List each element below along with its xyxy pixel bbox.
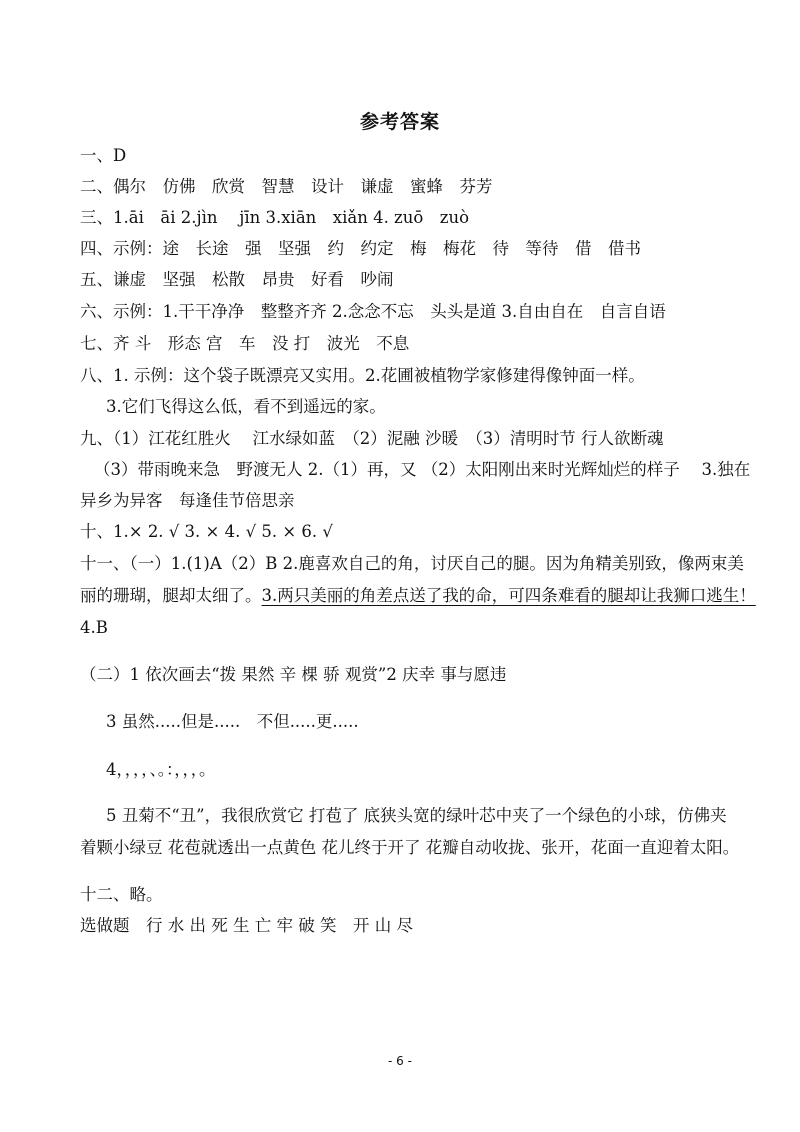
answer-line-10: 九、（1）江花红胜火 江水绿如蓝 （2）泥融 沙暖 （3）清明时节 行人欲断魂 (80, 429, 664, 448)
answer-line-20: 5 丑菊不“丑”，我很欣赏它 打苞了 底狭头宽的绿叶芯中夹了一个绿色的小球，仿佛夹 (106, 806, 727, 825)
answer-line-13: 十、1.× 2. √ 3. × 4. √ 5. × 6. √ (80, 522, 333, 541)
answer-line-7: 七、齐 斗 形态 宫 车 没 打 波光 不息 (80, 334, 410, 353)
answer-line-14: 十一、（一）1.(1)A（2）B 2.鹿喜欢自己的角，讨厌自己的腿。因为角精美别致，像两束美 (80, 554, 744, 573)
answer-line-17: （二）1 依次画去“拨 果然 辛 棵 骄 观赏”2 庆幸 事与愿违 (80, 665, 507, 684)
answer-line-11: （3）带雨晚来急 野渡无人 2.（1）再，又 （2）太阳刚出来时光辉灿烂的样子 3.独在 (94, 460, 751, 479)
answer-line-15 (80, 588, 756, 605)
answer-line-22: 十二、略。 (80, 885, 163, 904)
answer-line-5: 五、谦虚 坚强 松散 昂贵 好看 吵闹 (80, 270, 394, 289)
page-number: - 6 - (388, 1054, 412, 1068)
answer-line-6: 六、示例：1.干干净净 整整齐齐 2.念念不忘 头头是道 3.自由自在 自言自语 (80, 302, 666, 321)
answer-line-15-text: 丽的珊瑚，腿却太细了。 (80, 586, 262, 605)
answer-line-8: 八、1. 示例：这个袋子既漂亮又实用。2.花圃被植物学家修建得像钟面一样。 (80, 366, 645, 385)
answer-line-16: 4.B (80, 618, 108, 637)
answer-line-2: 二、偶尔 仿佛 欣赏 智慧 设计 谦虚 蜜蜂 芬芳 (80, 177, 493, 196)
underlined-answer: 3.两只美丽的角差点送了我的命，可四条难看的腿却让我狮口逃生！ (261, 586, 756, 605)
answer-line-21: 着颗小绿豆 花苞就透出一点黄色 花儿终于开了 花瓣自动收拢、张开，花面一直迎着太阳。 (80, 838, 740, 857)
answer-line-18: 3 虽然.....但是..... 不但.....更..... (106, 712, 359, 731)
answer-line-1: 一、D (80, 146, 127, 165)
page-title: 参考答案 (359, 111, 440, 133)
answer-line-3: 三、1.āi āi 2.jìn jīn 3.xiān xiǎn 4. zuō zuò (80, 208, 470, 227)
answer-line-19: 4，，，，、。：，，，。 (106, 760, 216, 779)
answer-line-4: 四、示例：途 长途 强 坚强 约 约定 梅 梅花 待 等待 借 借书 (80, 239, 641, 258)
answer-line-12: 异乡为异客 每逢佳节倍思亲 (80, 491, 295, 510)
answer-line-9: 3.它们飞得这么低，看不到遥远的家。 (106, 397, 386, 416)
answer-line-23: 选做题 行 水 出 死 生 亡 牢 破 笑 开 山 尽 (80, 916, 413, 935)
